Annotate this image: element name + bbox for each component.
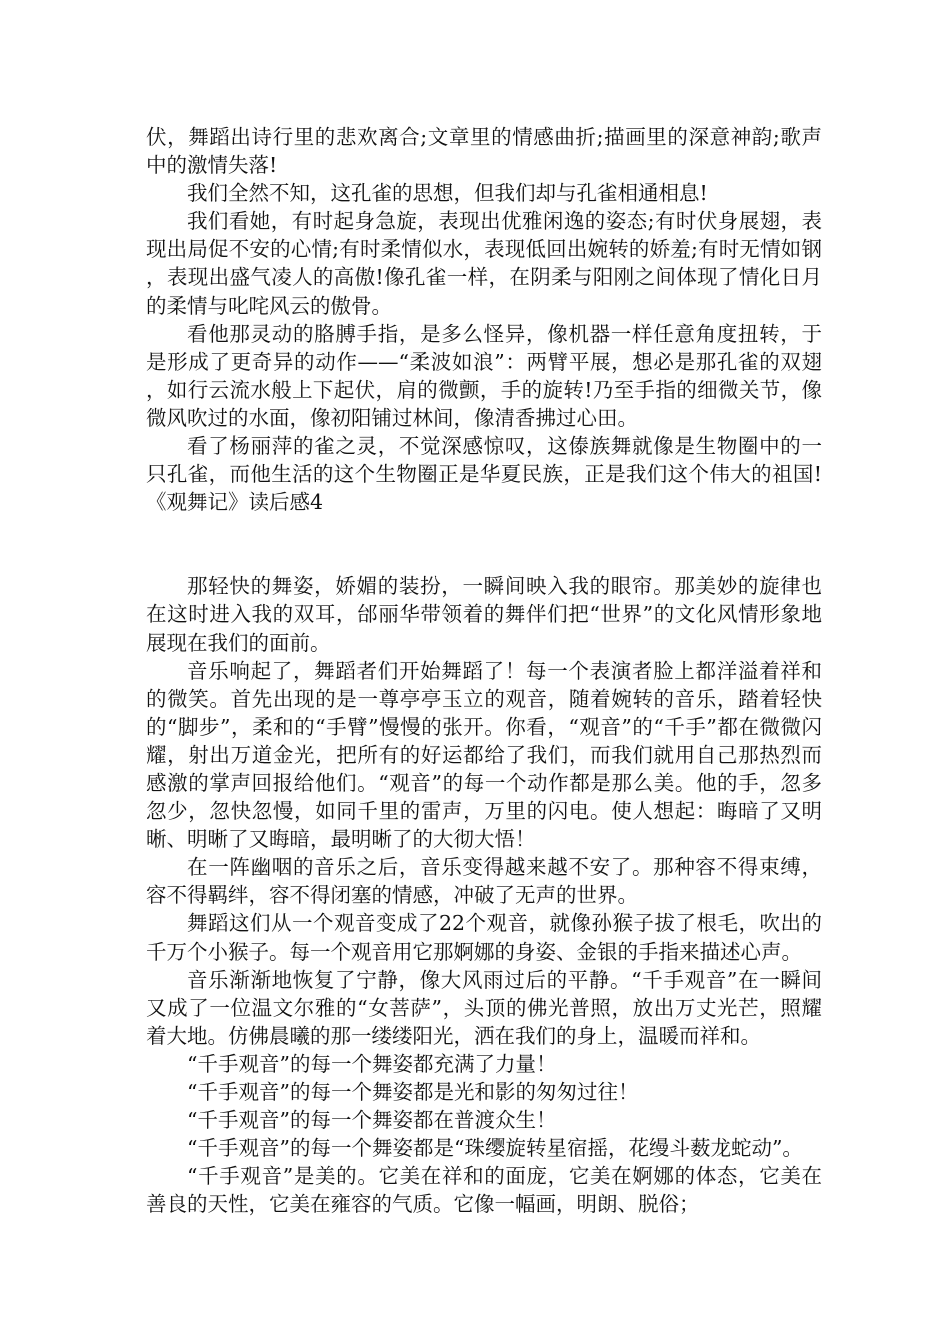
essay-section-peacock bbox=[146, 123, 822, 516]
section-gap bbox=[146, 516, 822, 572]
paragraph: 看他那灵动的胳膊手指，是多么怪异，像机器一样任意角度扭转，于是形成了更奇异的动作——“柔波如浪”：两臂平展，想必是那孔雀的双翅，如行云流水般上下起伏，肩的微颤，手的旋转!乃至手指的细微关节，像微风吹过的水面，像初阳铺过林间，像清香拂过心田。 bbox=[146, 321, 822, 430]
paragraph: “千手观音”的每一个舞姿都是“珠缨旋转星宿摇，花缦斗薮龙蛇动”。 bbox=[187, 1136, 803, 1161]
paragraph: “千手观音”是美的。它美在祥和的面庞，它美在婀娜的体态，它美在善良的天性，它美在雍容的气质。它像一幅画，明朗、脱俗； bbox=[146, 1164, 822, 1217]
paragraph: 那轻快的舞姿，娇媚的装扮，一瞬间映入我的眼帘。那美妙的旋律也在这时进入我的双耳，邰丽华带领着的舞伴们把“世界”的文化风情形象地展现在我们的面前。 bbox=[146, 574, 822, 655]
document-page bbox=[146, 123, 822, 1218]
paragraph: “千手观音”的每一个舞姿都在普渡众生！ bbox=[187, 1108, 557, 1133]
paragraph: 看了杨丽萍的雀之灵，不觉深感惊叹，这傣族舞就像是生物圈中的一只孔雀，而他生活的这个生物圈正是华夏民族，正是我们这个伟大的祖国!《观舞记》读后感4 bbox=[146, 434, 822, 515]
paragraph: “千手观音”的每一个舞姿都是光和影的匆匆过往！ bbox=[187, 1080, 639, 1104]
paragraph: “千手观音”的每一个舞姿都充满了力量！ bbox=[187, 1051, 557, 1076]
paragraph: 我们全然不知，这孔雀的思想，但我们却与孔雀相通相息! bbox=[187, 181, 708, 206]
paragraph: 伏，舞蹈出诗行里的悲欢离合;文章里的情感曲折;描画里的深意神韵;歌声中的激情失落! bbox=[146, 125, 822, 178]
paragraph: 音乐响起了，舞蹈者们开始舞蹈了！每一个表演者脸上都洋溢着祥和的微笑。首先出现的是一尊亭亭玉立的观音，随着婉转的音乐，踏着轻快的“脚步”，柔和的“手臂”慢慢的张开。你看，“观音”的“千手”都在微微闪耀，射出万道金光，把所有的好运都给了我们，而我们就用自己那热烈而感激的掌声回报给他们。“观音”的每一个动作都是那么美。他的手，忽多忽少，忽快忽慢，如同千里的雷声，万里的闪电。使人想起：晦暗了又明晰、明晰了又晦暗，最明晰了的大彻大悟！ bbox=[146, 658, 822, 852]
paragraph: 我们看她，有时起身急旋，表现出优雅闲逸的姿态;有时伏身展翅，表现出局促不安的心情;有时柔情似水，表现低回出婉转的娇羞;有时无情如钢，表现出盛气凌人的高傲!像孔雀一样，在阴柔与阳刚之间体现了情化日月的柔情与叱咤风云的傲骨。 bbox=[146, 209, 822, 318]
paragraph: 在一阵幽咽的音乐之后，音乐变得越来越不安了。那种容不得束缚，容不得羁绊，容不得闭塞的情感，冲破了无声的世界。 bbox=[146, 855, 822, 908]
essay-section-thousand-hand-guanyin bbox=[146, 572, 822, 1218]
paragraph: 音乐渐渐地恢复了宁静，像大风雨过后的平静。“千手观音”在一瞬间又成了一位温文尔雅的“女菩萨”，头顶的佛光普照，放出万丈光芒，照耀着大地。仿佛晨曦的那一缕缕阳光，洒在我们的身上，温暖而祥和。 bbox=[146, 967, 822, 1048]
paragraph: 舞蹈这们从一个观音变成了22个观音，就像孙猴子拔了根毛，吹出的千万个小猴子。每一个观音用它那婀娜的身姿、金银的手指来描述心声。 bbox=[146, 911, 822, 964]
